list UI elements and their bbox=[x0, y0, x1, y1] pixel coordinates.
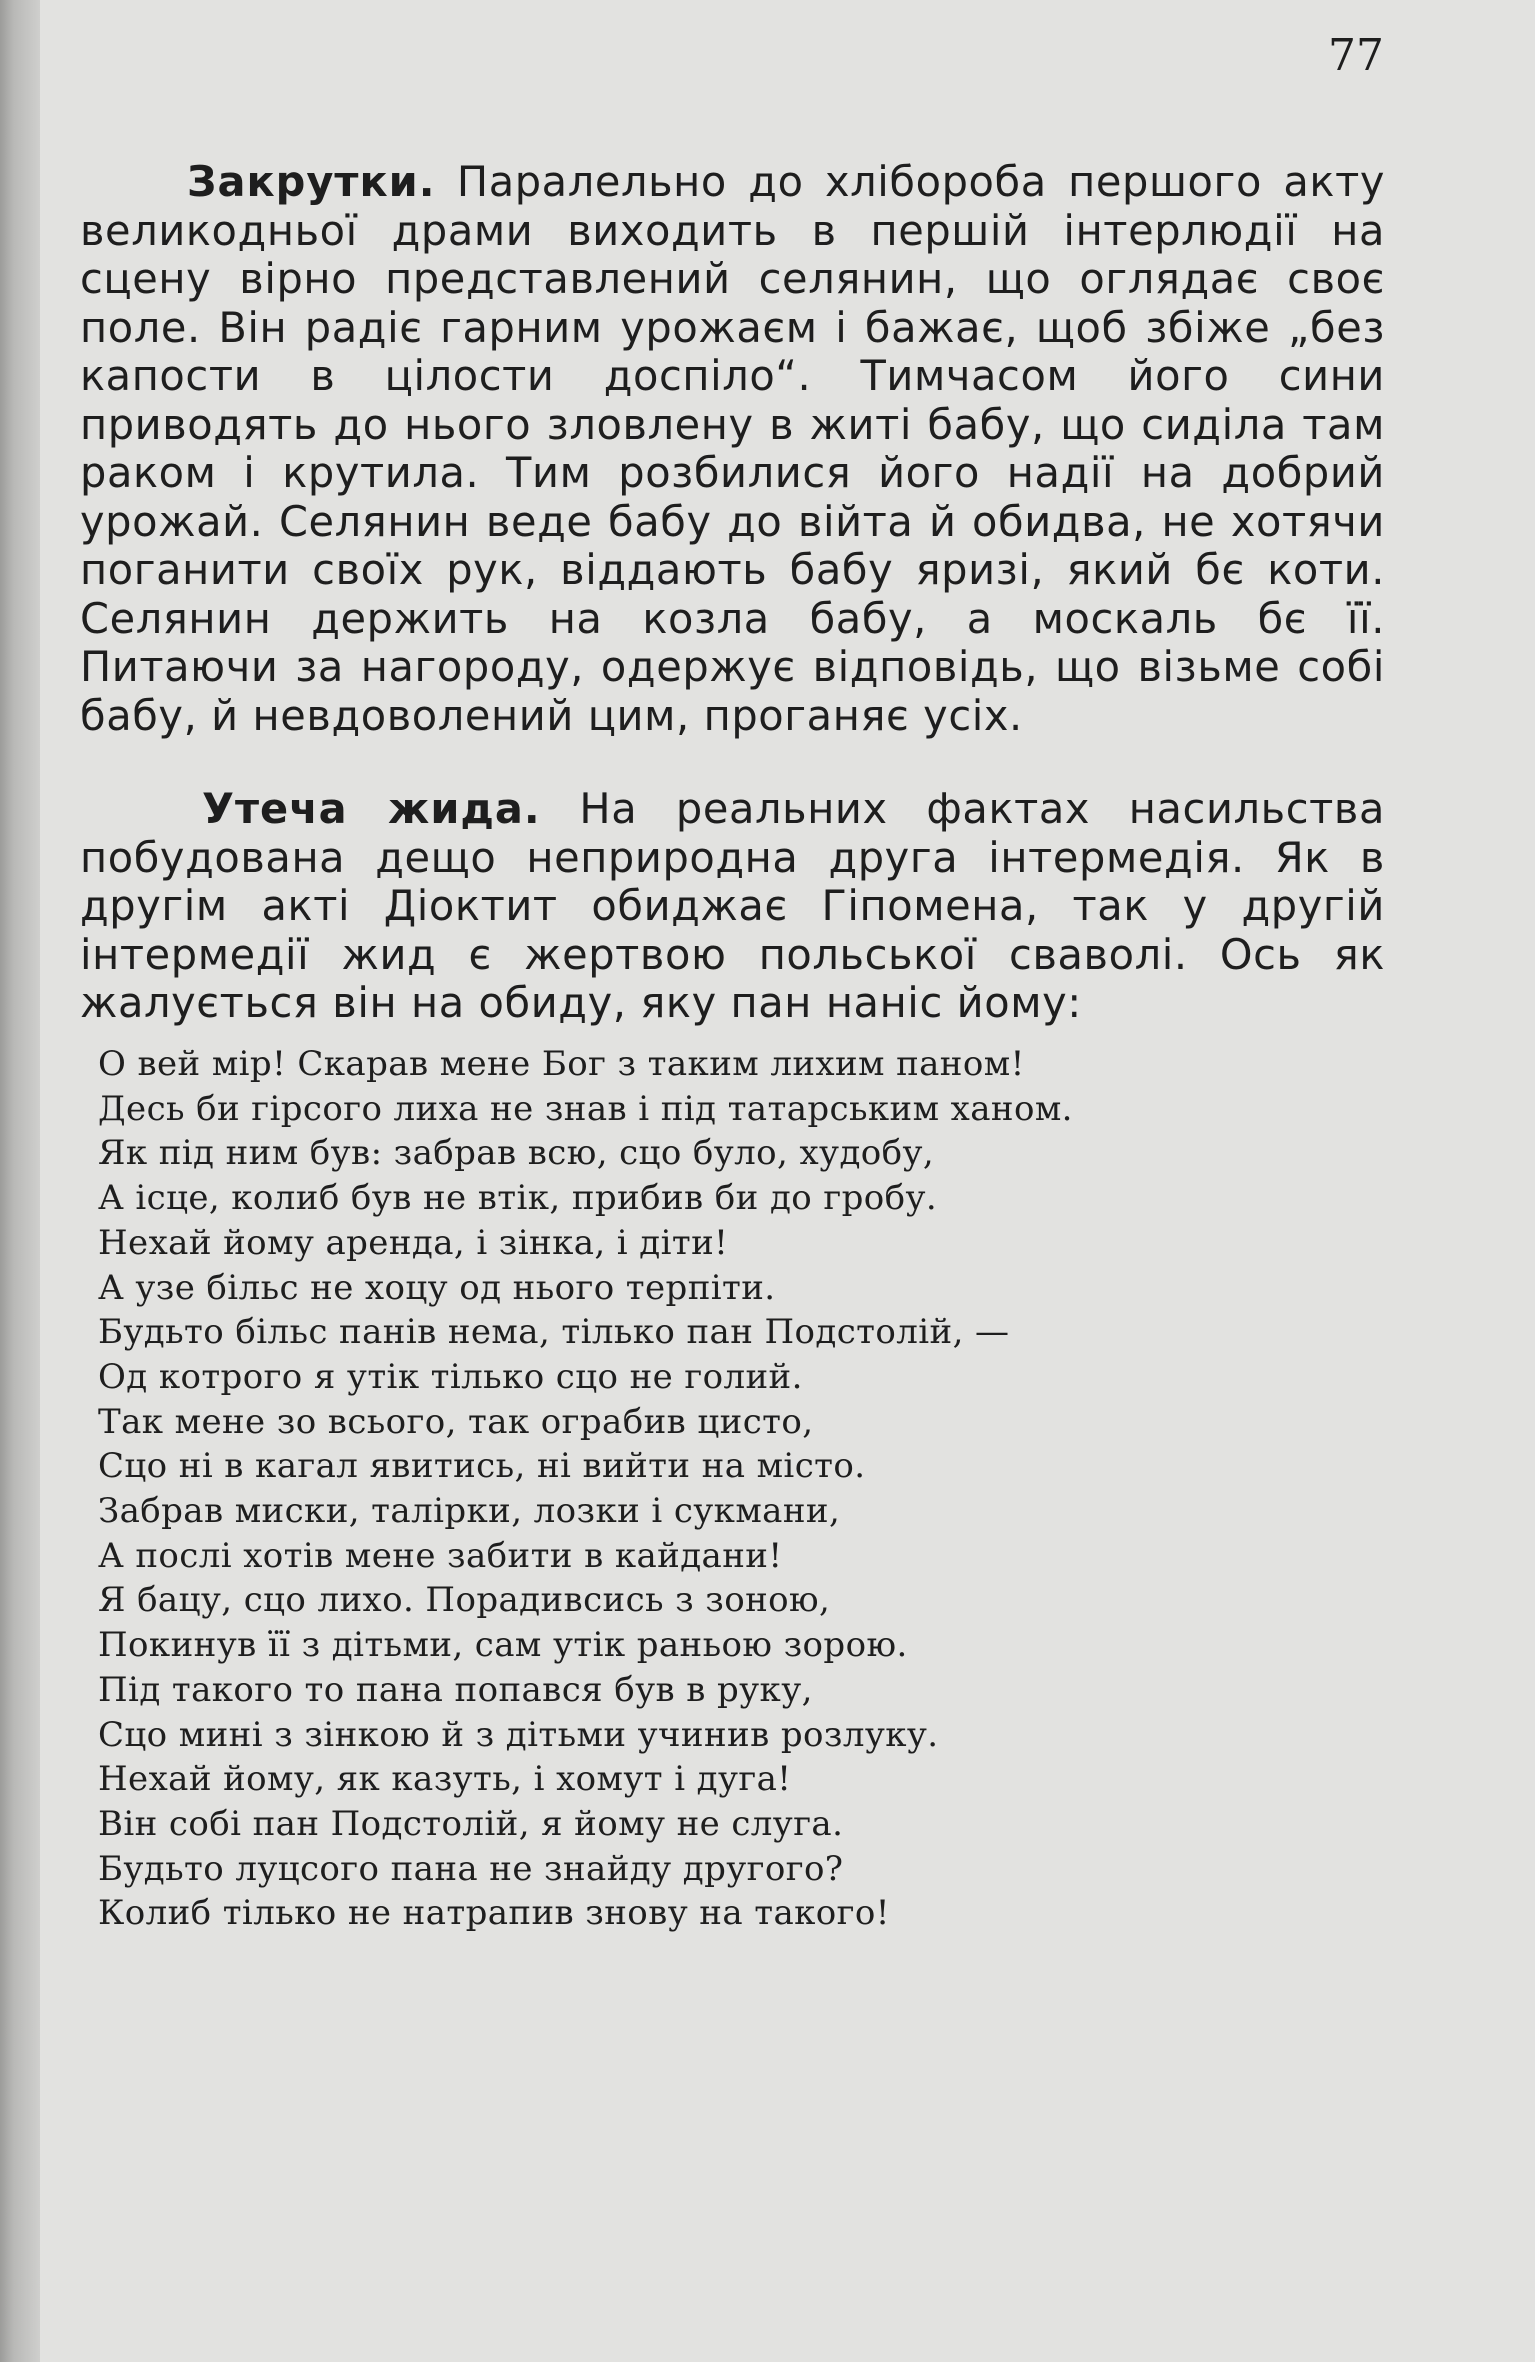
poem-line: Забрав миски, талірки, лозки і сукмани, bbox=[98, 1491, 841, 1532]
page-number: 77 bbox=[1328, 30, 1384, 81]
poem-line: Будьто більс панів нема, тілько пан Подстолій, — bbox=[98, 1312, 1010, 1353]
poem-line: Нехай йому, як казуть, і хомут і дуга! bbox=[98, 1759, 792, 1800]
paragraph-lead: Закрутки. bbox=[187, 157, 436, 206]
poem-line: Колиб тілько не натрапив знову на такого! bbox=[98, 1893, 890, 1934]
paragraph-text: На реальних фактах насильства побудована дещо неприродна друга інтермедія. Як в другім акті Діоктит обиджає Гіпомена, так у другій інтермедії жид є жертвою польської сваволі. Ось як жалується він на обиду, яку пан наніс йому: bbox=[80, 784, 1385, 1027]
paragraph-text: Паралельно до хлібороба першого акту великодньої драми виходить в першій інтерлюдії на сцену вірно представлений селянин, що оглядає своє поле. Він радіє гарним урожаєм і бажає, щоб збіже „без капости в цілости доспіло“. Тимчасом його сини приводять до нього зловлену в житі бабу, що сиділа там раком і крутила. Тим розбилися його надії на добрий урожай. Селянин веде бабу до війта й обидва, не хотячи поганити своїх рук, віддають бабу яризі, який бє коти. Селянин держить на козла бабу, а москаль бє її. Питаючи за нагороду, одержує відповідь, що візьме собі бабу, й невдоволений цим, проганяє усіх. bbox=[80, 157, 1385, 740]
paragraph-zakrutky bbox=[80, 158, 1385, 740]
book-page bbox=[40, 0, 1535, 2362]
poem-line: Од котрого я утік тілько сцо не голий. bbox=[98, 1356, 803, 1397]
poem-line: Нехай йому аренда, і зінка, і діти! bbox=[98, 1222, 729, 1263]
poem-line: Будьто луцсого пана не знайду другого? bbox=[98, 1848, 844, 1889]
adjacent-page-edge bbox=[0, 0, 40, 2362]
poem-line: Я бацу, сцо лихо. Порадивсись з зоною, bbox=[98, 1580, 831, 1621]
poem-line: О вей мір! Скарав мене Бог з таким лихим паном! bbox=[98, 1044, 1025, 1084]
poem-line: Як під ним був: забрав всю, сцо було, худобу, bbox=[98, 1133, 935, 1174]
poem-line: А послі хотів мене забити в кайдани! bbox=[98, 1535, 783, 1576]
poem-line: Так мене зо всього, так ограбив цисто, bbox=[98, 1401, 814, 1442]
poem-quote bbox=[98, 1042, 1218, 1936]
poem-line: Покинув її з дітьми, сам утік раньою зорою. bbox=[98, 1625, 908, 1666]
paragraph-utecha-zhyda bbox=[80, 785, 1385, 1028]
poem-line: Десь би гірсого лиха не знав і під татарським ханом. bbox=[98, 1088, 1073, 1129]
poem-line: Під такого то пана попався був в руку, bbox=[98, 1669, 813, 1710]
poem-line: А ісце, колиб був не втік, прибив би до гробу. bbox=[98, 1178, 938, 1219]
poem-line: Сцо ні в кагал явитись, ні вийти на місто. bbox=[98, 1446, 866, 1487]
poem-line: Сцо мині з зінкою й з дітьми учинив розлуку. bbox=[98, 1714, 939, 1755]
paragraph-lead: Утеча жида. bbox=[202, 784, 541, 833]
poem-line: А узе більс не хоцу од нього терпіти. bbox=[98, 1267, 776, 1308]
poem-line: Він собі пан Подстолій, я йому не слуга. bbox=[98, 1803, 844, 1844]
